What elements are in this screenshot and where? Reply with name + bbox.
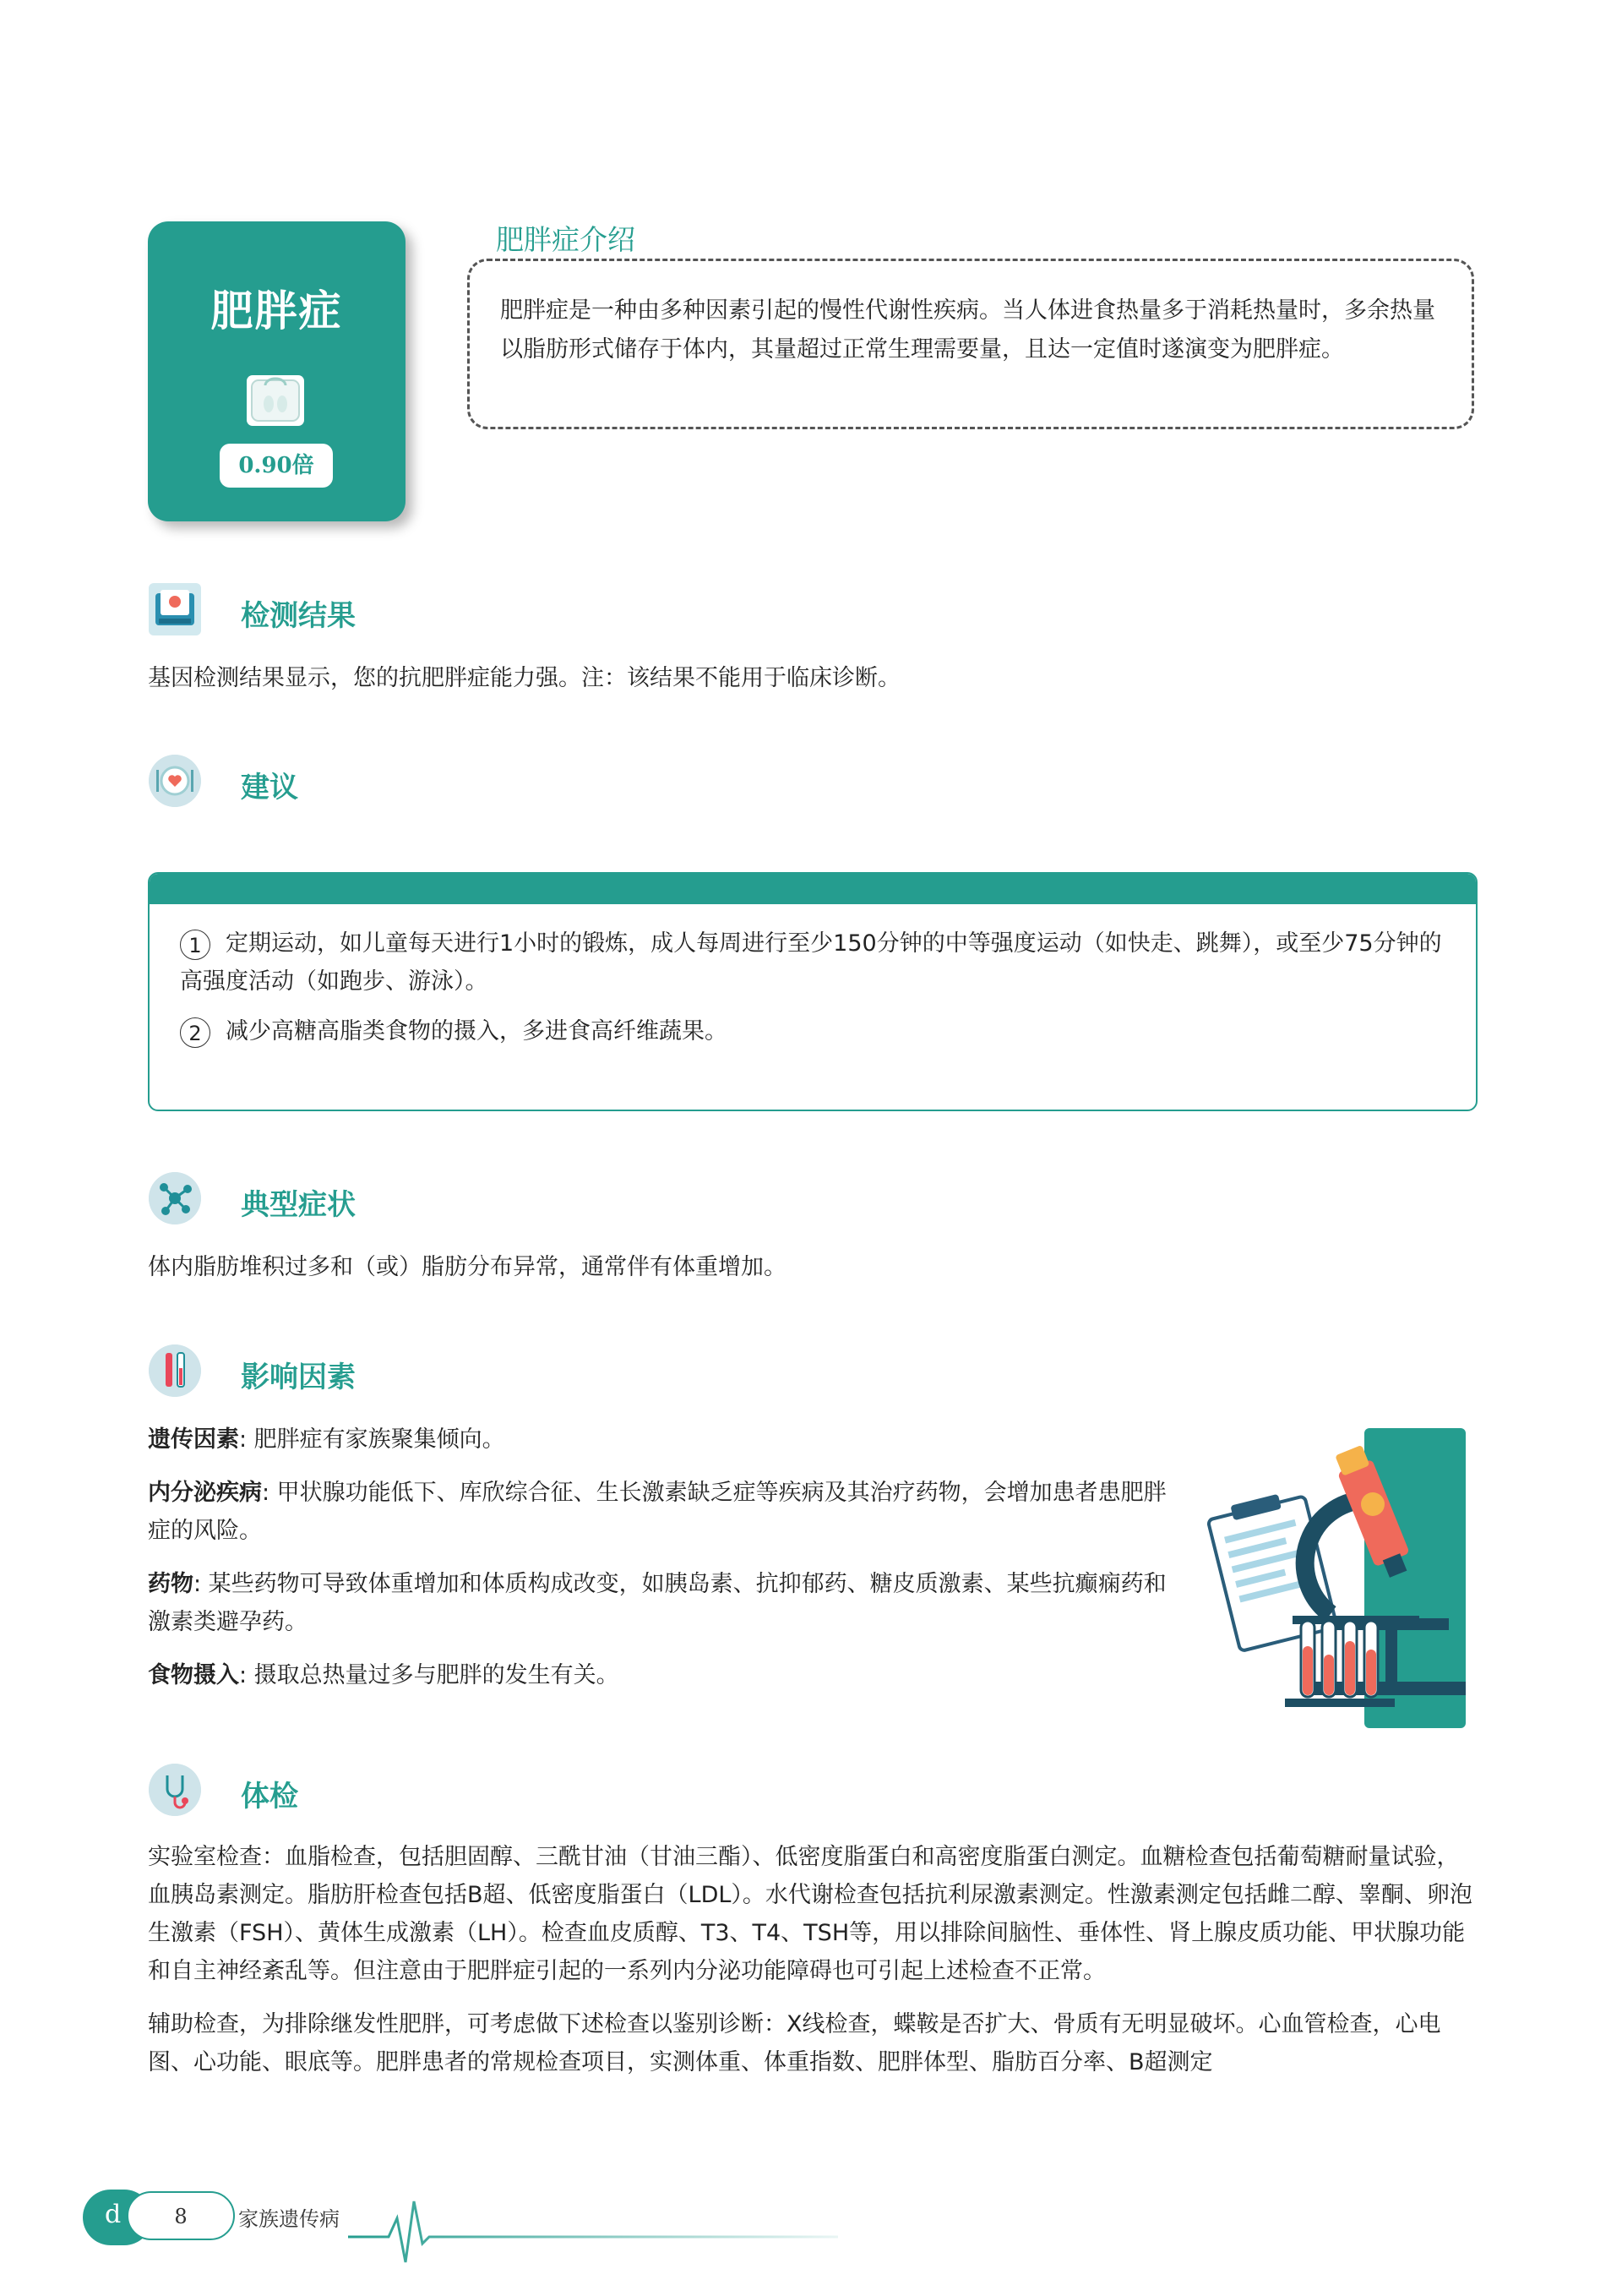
- symptoms-title: 典型症状: [241, 1188, 356, 1222]
- lab-illustration: [1204, 1428, 1474, 1732]
- exam-paragraph: 实验室检查：血脂检查，包括胆固醇、三酰甘油（甘油三酯）、低密度脂蛋白和高密度脂蛋白测定。血糖检查包括葡萄糖耐量试验，血胰岛素测定。脂肪肝检查包括B超、低密度脂蛋白（LDL）。水代谢检查包括抗利尿激素测定。性激素测定包括雌二醇、睾酮、卵泡生激素（FSH）、黄体生成激素（LH）。检查血皮质醇、T3、T4、TSH等，用以排除间脑性、垂体性、肾上腺皮质功能、甲状腺功能和自主神经紊乱等。但注意由于肥胖症引起的一系列内分泌功能障碍也可引起上述检查不正常。: [148, 1844, 1472, 1984]
- advice-box: [148, 872, 1478, 1111]
- factor-label: 遗传因素: [148, 1426, 239, 1453]
- result-text: 基因检测结果显示，您的抗肥胖症能力强。注：该结果不能用于临床诊断。: [148, 665, 901, 691]
- disease-name: 肥胖症: [210, 286, 343, 335]
- factor-text: : 肥胖症有家族聚集倾向。: [239, 1426, 505, 1453]
- plate-heart-icon: [149, 755, 201, 807]
- risk-ratio-badge: 0.90倍: [220, 444, 333, 488]
- factor-text: : 甲状腺功能低下、库欣综合征、生长激素缺乏症等疾病及其治疗药物，会增加患者患肥胖症的风险。: [148, 1480, 1167, 1544]
- factors-list: [148, 1421, 1187, 1710]
- symptoms-text: 体内脂肪堆积过多和（或）脂肪分布异常，通常伴有体重增加。: [148, 1254, 787, 1280]
- heartbeat-line: [348, 2184, 838, 2269]
- scale-icon: [247, 375, 304, 426]
- exam-paragraph: 辅助检查，为排除继发性肥胖，可考虑做下述检查以鉴别诊断：X线检查，蝶鞍是否扩大、骨质有无明显破坏。心血管检查，心电图、心功能、眼底等。肥胖患者的常规检查项目，实测体重、体重指数、肥胖体型、脂肪百分率、B超测定: [148, 2011, 1441, 2075]
- factor-label: 内分泌疾病: [148, 1480, 262, 1506]
- item-number: 1: [180, 930, 210, 960]
- exam-body: [148, 1838, 1478, 2081]
- syringe-icon: [149, 1344, 201, 1397]
- result-title: 检测结果: [241, 599, 356, 633]
- factor-item: [148, 1565, 1187, 1641]
- advice-item-text: 减少高糖高脂类食物的摄入，多进食高纤维蔬果。: [226, 1018, 727, 1044]
- factor-text: : 摄取总热量过多与肥胖的发生有关。: [239, 1662, 619, 1688]
- factor-text: : 某些药物可导致体重增加和体质构成改变，如胰岛素、抗抑郁药、糖皮质激素、某些抗癫痫药和激素类避孕药。: [148, 1571, 1167, 1635]
- factor-label: 药物: [148, 1571, 193, 1597]
- factor-label: 食物摄入: [148, 1662, 239, 1688]
- page-number: 8: [127, 2191, 235, 2240]
- test-result-icon: [149, 583, 201, 635]
- factor-item: [148, 1656, 1187, 1694]
- advice-header-bar: [150, 874, 1476, 904]
- intro-title: 肥胖症介绍: [496, 223, 635, 256]
- advice-item-text: 定期运动，如儿童每天进行1小时的锻炼，成人每周进行至少150分钟的中等强度运动（如快走、跳舞），或至少75分钟的高强度活动（如跑步、游泳）。: [180, 930, 1442, 995]
- intro-box: [467, 259, 1474, 429]
- footer-letter-badge: d: [83, 2190, 152, 2245]
- advice-title: 建议: [241, 771, 298, 804]
- stethoscope-icon: [149, 1764, 201, 1816]
- disease-card: [148, 221, 406, 521]
- intro-text: 肥胖症是一种由多种因素引起的慢性代谢性疾病。当人体进食热量多于消耗热量时，多余热量以脂肪形式储存于体内，其量超过正常生理需要量，且达一定值时遂演变为肥胖症。: [500, 297, 1435, 363]
- exam-title: 体检: [241, 1780, 298, 1813]
- footer-title: 家族遗传病: [238, 2207, 340, 2231]
- item-number: 2: [180, 1017, 210, 1048]
- advice-item: [180, 1012, 1445, 1050]
- advice-list: [150, 904, 1476, 1050]
- molecule-icon: [149, 1172, 201, 1224]
- factor-item: [148, 1474, 1187, 1550]
- factor-item: [148, 1421, 1187, 1459]
- advice-item: [180, 924, 1445, 1001]
- factors-title: 影响因素: [241, 1361, 356, 1394]
